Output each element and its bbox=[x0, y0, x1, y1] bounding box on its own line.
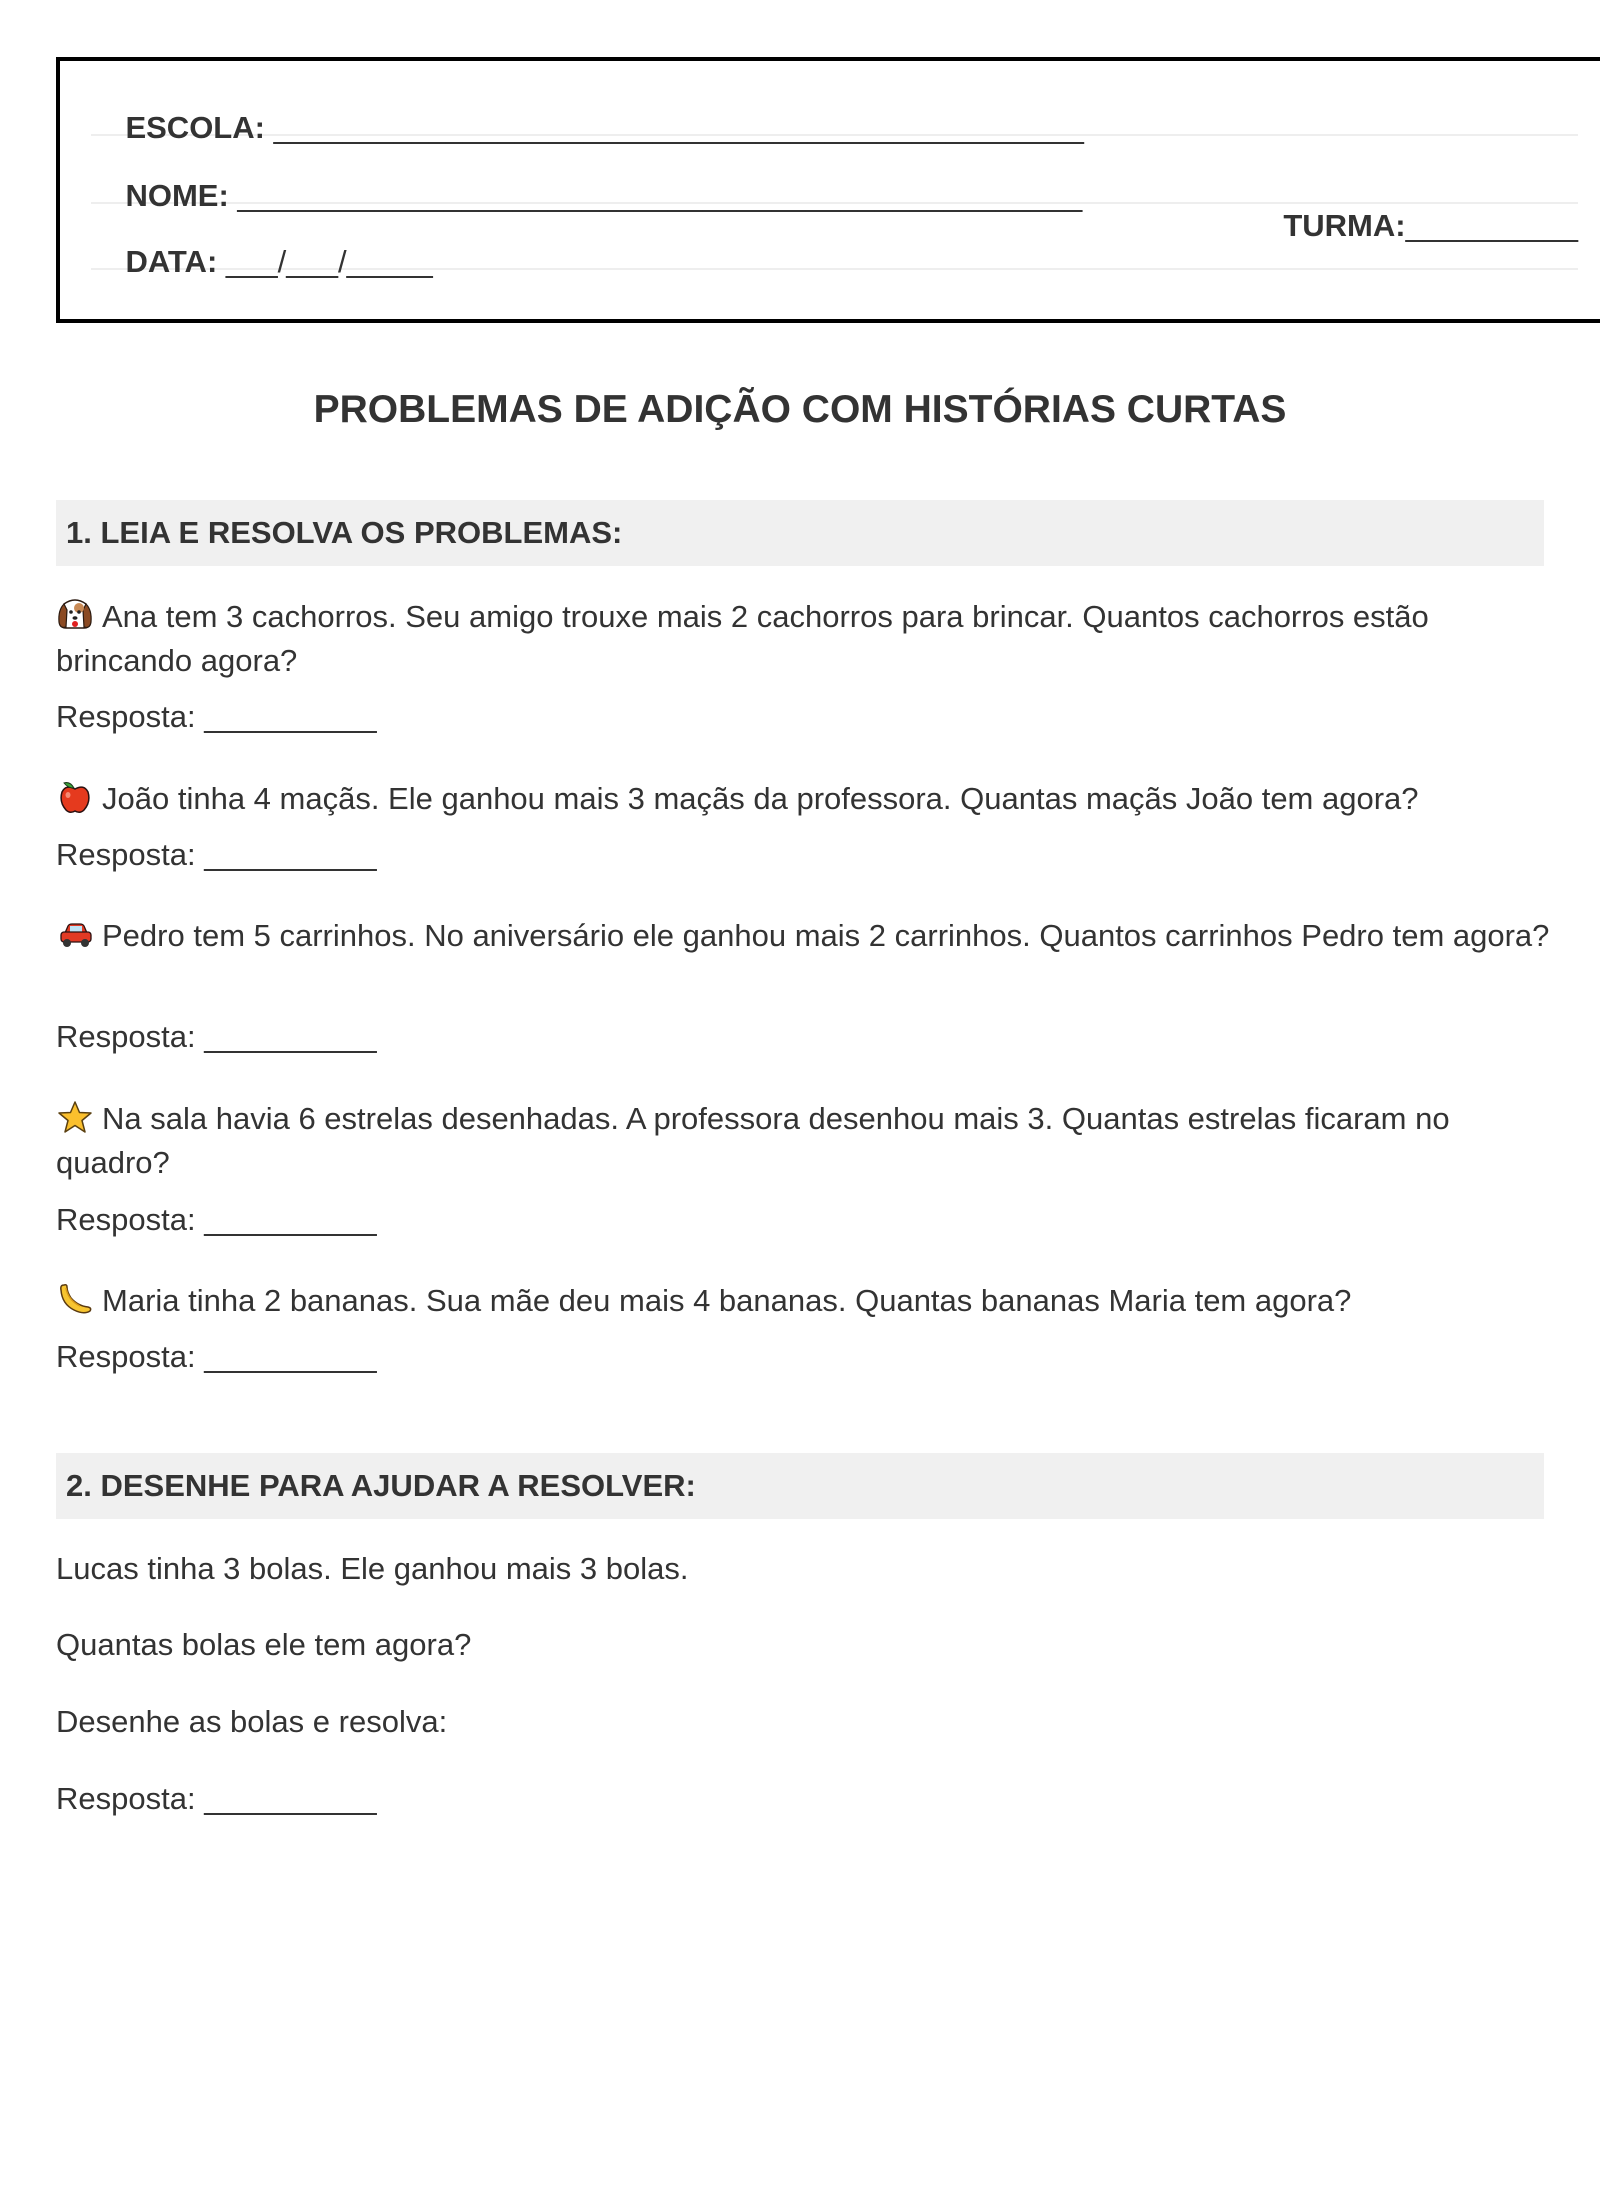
problem-text: Ana tem 3 cachorros. Seu amigo trouxe mais 2 cachorros para brincar. Quantos cachorros estão brincando agora? bbox=[56, 599, 1429, 678]
worksheet-title: PROBLEMAS DE ADIÇÃO COM HISTÓRIAS CURTAS bbox=[313, 388, 1287, 431]
instruction-line: Desenhe as bolas e resolva: bbox=[56, 1704, 448, 1739]
school-label: ESCOLA: bbox=[125, 110, 265, 145]
star-icon bbox=[56, 1100, 94, 1134]
date-class-row bbox=[91, 208, 1578, 279]
problem-item bbox=[56, 1097, 1556, 1185]
answer-line[interactable]: Resposta: __________ bbox=[56, 837, 377, 872]
dog-face-icon bbox=[56, 598, 94, 632]
problem-item bbox=[56, 595, 1556, 683]
story-line: Lucas tinha 3 bolas. Ele ganhou mais 3 bolas. bbox=[56, 1551, 689, 1586]
banana-icon bbox=[56, 1282, 94, 1316]
problem-text: João tinha 4 maçãs. Ele ganhou mais 3 maçãs da professora. Quantas maçãs João tem agora? bbox=[102, 781, 1419, 816]
problem-text: Pedro tem 5 carrinhos. No aniversário ele ganhou mais 2 carrinhos. Quantos carrinhos Pedro tem agora? bbox=[102, 918, 1550, 953]
school-field-row[interactable] bbox=[91, 74, 1578, 145]
date-blank[interactable]: ___/___/_____ bbox=[217, 244, 433, 279]
apple-icon bbox=[56, 780, 94, 814]
name-blank[interactable]: _________________________________________________ bbox=[228, 178, 1083, 213]
student-info-box bbox=[56, 57, 1600, 323]
class-blank[interactable]: __________ bbox=[1405, 208, 1578, 243]
answer-line[interactable]: Resposta: __________ bbox=[56, 1339, 377, 1374]
answer-line[interactable]: Resposta: __________ bbox=[56, 1019, 377, 1054]
name-label: NOME: bbox=[125, 178, 229, 213]
section-2-heading: 2. DESENHE PARA AJUDAR A RESOLVER: bbox=[56, 1453, 1544, 1519]
answer-line[interactable]: Resposta: __________ bbox=[56, 699, 377, 734]
problem-item bbox=[56, 777, 1556, 821]
problem-text: Maria tinha 2 bananas. Sua mãe deu mais 4 bananas. Quantas bananas Maria tem agora? bbox=[102, 1283, 1352, 1318]
school-blank[interactable]: _______________________________________________ bbox=[264, 110, 1084, 145]
problem-text: Na sala havia 6 estrelas desenhadas. A professora desenhou mais 3. Quantas estrelas ficaram no quadro? bbox=[56, 1101, 1450, 1180]
name-field-row[interactable] bbox=[91, 142, 1578, 213]
answer-line[interactable]: Resposta: __________ bbox=[56, 1202, 377, 1237]
car-icon bbox=[56, 917, 94, 951]
section-1-heading: 1. LEIA E RESOLVA OS PROBLEMAS: bbox=[56, 500, 1544, 566]
question-line: Quantas bolas ele tem agora? bbox=[56, 1627, 472, 1662]
class-label: TURMA: bbox=[1283, 208, 1406, 243]
answer-line[interactable]: Resposta: __________ bbox=[56, 1781, 377, 1816]
problem-item bbox=[56, 914, 1556, 958]
problem-item bbox=[56, 1279, 1556, 1323]
date-label: DATA: bbox=[125, 244, 218, 279]
class-field[interactable] bbox=[1283, 208, 1578, 244]
